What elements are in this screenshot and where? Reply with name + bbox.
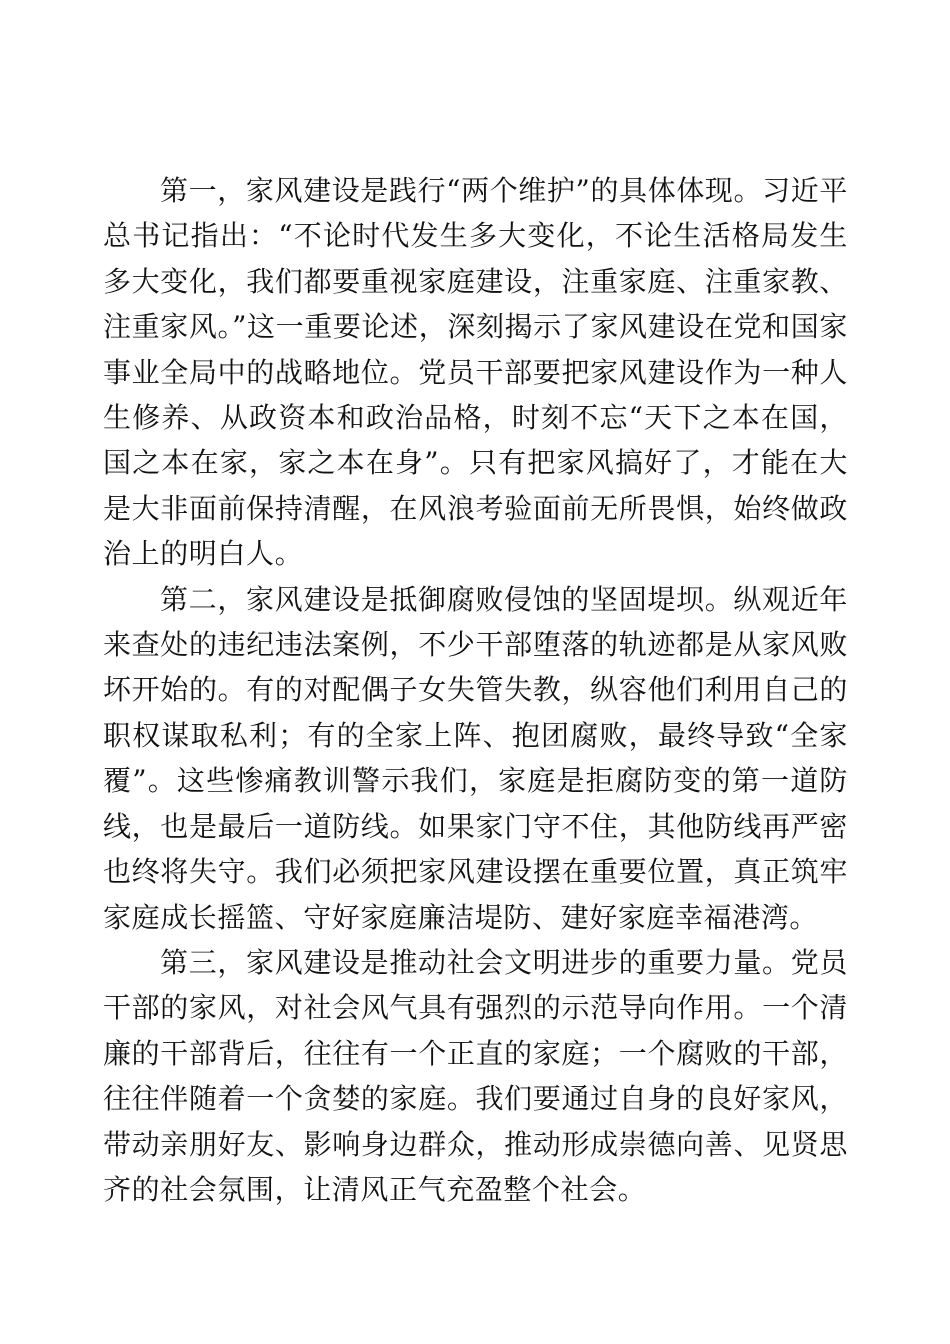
paragraph-second: 第二，家风建设是抵御腐败侵蚀的坚固堤坝。纵观近年来查处的违纪违法案例，不少干部堕落的轨迹都是从家风败坏开始的。有的对配偶子女失管失教，纵容他们利用自己的职权谋取私利；有的全家上阵、抱团腐败，最终导致“全家覆”。这些惨痛教训警示我们，家庭是拒腐防变的第一道防线，也是最后一道防线。如果家门守不住，其他防线再严密也终将失守。我们必须把家风建设摆在重要位置，真正筑牢家庭成长摇篮、守好家庭廉洁堤防、建好家庭幸福港湾。	[103, 582, 848, 934]
paragraph-first: 第一，家风建设是践行“两个维护”的具体体现。习近平总书记指出：“不论时代发生多大变化，不论生活格局发生多大变化，我们都要重视家庭建设，注重家庭、注重家教、注重家风。”这一重要论述，深刻揭示了家风建设在党和国家事业全局中的战略地位。党员干部要把家风建设作为一种人生修养、从政资本和政治品格，时刻不忘“天下之本在国，国之本在家，家之本在身”。只有把家风搞好了，才能在大是大非面前保持清醒，在风浪考验面前无所畏惧，始终做政治上的明白人。	[103, 174, 848, 571]
paragraph-third: 第三，家风建设是推动社会文明进步的重要力量。党员干部的家风，对社会风气具有强烈的示范导向作用。一个清廉的干部背后，往往有一个正直的家庭；一个腐败的干部，往往伴随着一个贪婪的家庭。我们要通过自身的良好家风，带动亲朋好友、影响身边群众，推动形成崇德向善、见贤思齐的社会氛围，让清风正气充盈整个社会。	[103, 945, 848, 1206]
document-body	[103, 168, 848, 1212]
